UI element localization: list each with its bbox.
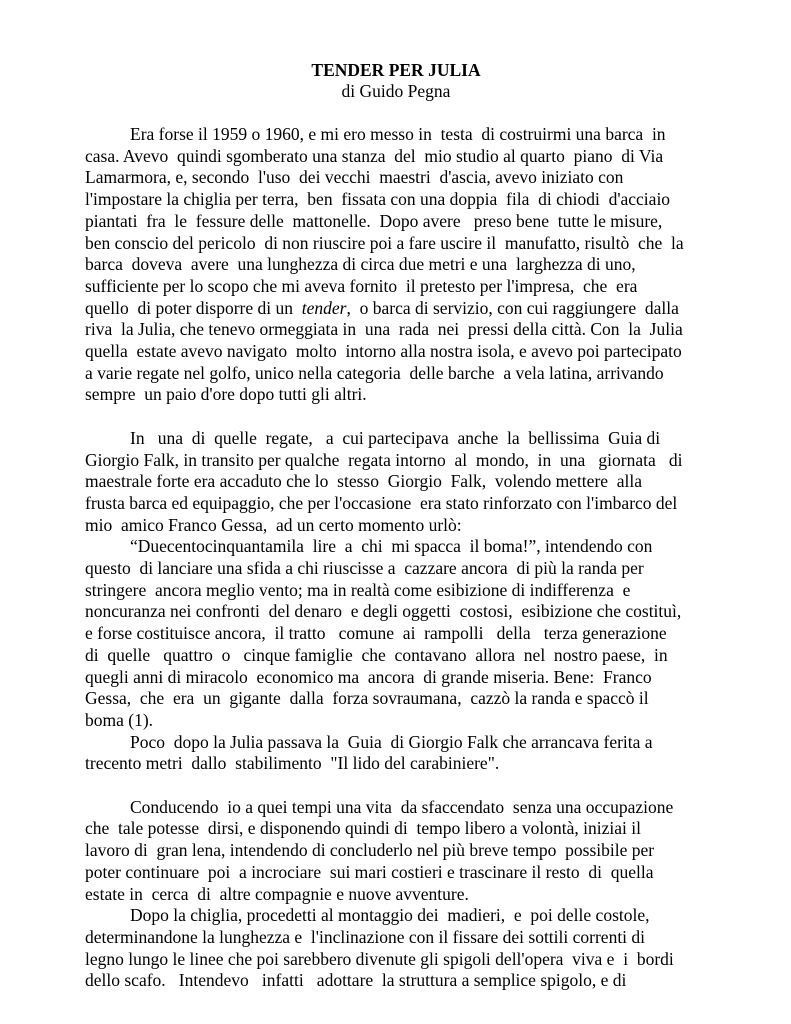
text-line-content: barca doveva avere una lunghezza di circa due metri e una larghezza di uno, [85,254,636,275]
text-line-content: Lamarmora, e, secondo l'uso dei vecchi maestri d'ascia, avevo iniziato con [85,167,624,188]
italic-term: tender [301,297,347,318]
document-body [85,124,707,992]
text-line-content: Poco dopo la Julia passava la Guia di Giorgio Falk che arrancava ferita a [130,731,653,752]
text-line-content: Giorgio Falk, in transito per qualche regata intorno al mondo, in una giornata di [85,449,683,470]
text-line-content: riva la Julia, che tenevo ormeggiata in una rada nei pressi della città. Con la Julia [85,319,683,340]
text-line-content: lavoro di gran lena, intendendo di concluderlo nel più breve tempo possibile per [85,840,655,861]
text-line-content: dello scafo. Intendevo infatti adottare la struttura a semplice spigolo, e di [85,970,627,991]
text-line [85,233,707,255]
text-line [85,667,707,689]
text-line [85,688,707,710]
text-line [85,710,707,732]
text-line-content: quegli anni di miracolo economico ma ancora di grande miseria. Bene: Franco [85,666,652,687]
text-line [85,753,707,775]
text-line-content: boma (1). [85,709,154,730]
text-line-content: stringere ancora meglio vento; ma in realtà come esibizione di indifferenza e [85,579,631,600]
text-line [85,146,707,168]
text-line [85,211,707,233]
text-line [85,840,707,862]
text-line-content: frusta barca ed equipaggio, che per l'occasione era stato rinforzato con l'imbarco del [85,492,678,513]
text-line-content: Conducendo io a quei tempi una vita da sfaccendato senza una occupazione [130,796,674,817]
text-line [85,536,707,558]
text-line-content: Era forse il 1959 o 1960, e mi ero messo in testa di costruirmi una barca in [130,124,666,144]
text-line [85,428,707,450]
text-line-content: determinandone la lunghezza e l'inclinazione con il fissare dei sottili correnti di [85,926,646,947]
text-line [85,319,707,341]
text-line-continuation: , o barca di servizio, con cui raggiungere dalla [346,297,679,318]
text-line [85,298,707,320]
text-line [85,645,707,667]
text-line-content: di quelle quattro o cinque famiglie che contavano allora nel nostro paese, in [85,644,668,665]
text-line-content: legno lungo le linee che poi sarebbero divenute gli spigoli dell'opera viva e i bordi [85,948,674,969]
text-line [85,254,707,276]
text-line [85,450,707,472]
text-line [85,341,707,363]
text-line-content: estate in cerca di altre compagnie e nuove avventure. [85,883,469,904]
text-line [85,818,707,840]
text-line-content: “Duecentocinquantamila lire a chi mi spacca il boma!”, intendendo con [130,536,653,557]
text-line-content: quella estate avevo navigato molto intorno alla nostra isola, e avevo poi partecipato [85,341,682,362]
text-line-content: sempre un paio d'ore dopo tutti gli altri. [85,384,367,405]
text-line-content: a varie regate nel golfo, unico nella categoria delle barche a vela latina, arrivando [85,362,664,383]
text-line-content: noncuranza nei confronti del denaro e degli oggetti costosi, esibizione che costituì, [85,601,682,622]
text-line-content: poter continuare poi a incrociare sui mari costieri e trascinare il resto di quella [85,861,654,882]
text-line-content: mio amico Franco Gessa, ad un certo momento urlò: [85,514,462,535]
text-line [85,601,707,623]
text-line [85,471,707,493]
text-line [85,515,707,537]
document-title: TENDER PER JULIA [311,60,481,80]
text-line-content: ben conscio del pericolo di non riuscire poi a fare uscire il manufatto, risultò che la [85,232,684,253]
text-line [85,905,707,927]
text-line-content: maestrale forte era accaduto che lo stesso Giorgio Falk, volendo mettere alla [85,471,643,492]
text-line-content: quello di poter disporre di un [85,297,302,318]
text-line-content: sufficiente per lo scopo che mi aveva fornito il pretesto per l'impresa, che era [85,275,638,296]
text-line [85,493,707,515]
text-line [85,580,707,602]
text-line-content: questo di lanciare una sfida a chi riuscisse a cazzare ancora di più la randa per [85,558,644,579]
text-line [85,884,707,906]
text-line [85,797,707,819]
text-line [85,927,707,949]
paragraph-gap [85,775,707,797]
text-line [85,189,707,211]
text-line [85,167,707,189]
document-page [85,60,707,992]
text-line [85,949,707,971]
document-author: di Guido Pegna [341,81,451,101]
text-line [85,363,707,385]
text-line-content: piantati fra le fessure delle mattonelle. Dopo avere preso bene tutte le misure, [85,210,663,231]
text-line [85,384,707,406]
text-line-content: Gessa, che era un gigante dalla forza sovraumana, cazzò la randa e spaccò il [85,688,649,709]
text-line-content: In una di quelle regate, a cui partecipava anche la bellissima Guia di [130,427,661,448]
text-line-content: Dopo la chiglia, procedetti al montaggio dei madieri, e poi delle costole, [130,905,650,926]
text-line [85,558,707,580]
text-line [85,623,707,645]
text-line-content: e forse costituisce ancora, il tratto comune ai rampolli della terza generazione [85,623,667,644]
text-line [85,732,707,754]
text-line [85,862,707,884]
text-line [85,276,707,298]
text-line [85,970,707,992]
text-line-content: casa. Avevo quindi sgomberato una stanza del mio studio al quarto piano di Via [85,145,664,166]
paragraph-gap [85,406,707,428]
text-line-content: trecento metri dallo stabilimento "Il lido del carabiniere". [85,753,500,774]
text-line-content: che tale potesse dirsi, e disponendo quindi di tempo libero a volontà, iniziai il [85,818,641,839]
text-line-content: l'impostare la chiglia per terra, ben fissata con una doppia fila di chiodi d'acciaio [85,189,671,210]
text-line [85,124,707,146]
